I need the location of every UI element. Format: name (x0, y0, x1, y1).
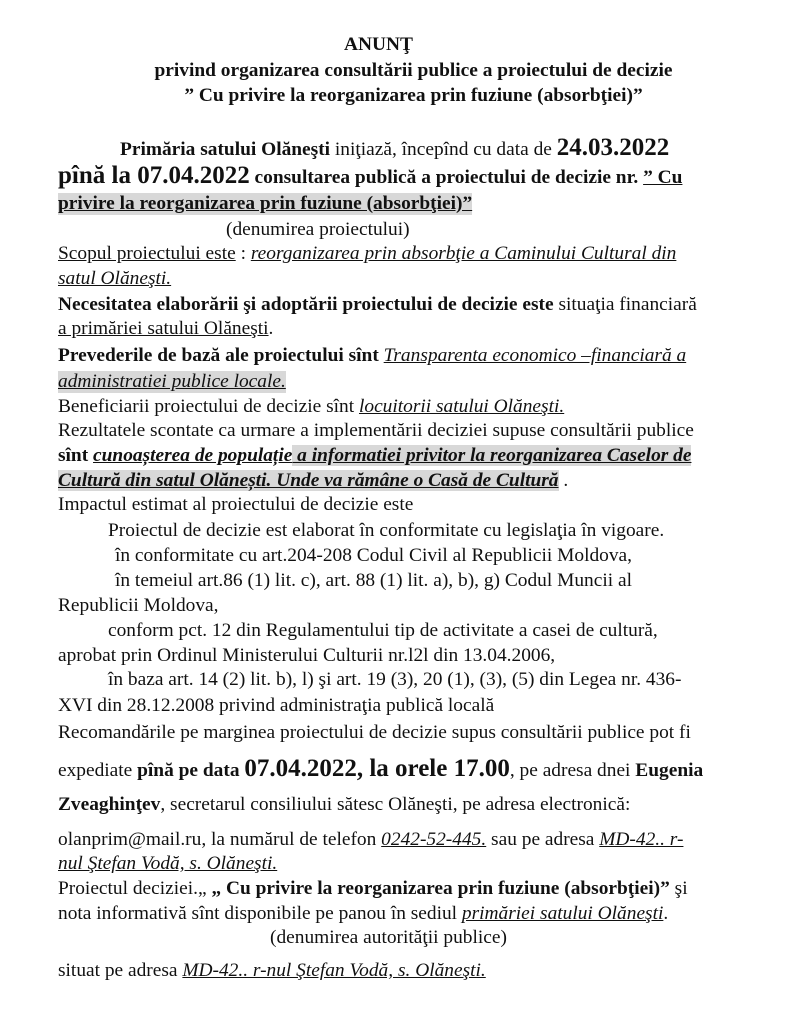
results-values-line (58, 445, 691, 467)
project-name-start: ” Cu (643, 167, 683, 188)
contact-address: MD-42.. r- (599, 829, 684, 850)
contact-first-name: Eugenia (635, 760, 704, 781)
provisions-value-continued: administratiei publice locale. (58, 371, 286, 392)
authority-caption: (denumirea autorităţii publice) (270, 927, 507, 948)
impact-line-6: aprobat prin Ordinul Ministerului Culturii nr.l2l din 13.04.2006, (58, 645, 556, 666)
impact-line-1: Proiectul de decizie est elaborat în conformitate cu legislaţia în vigoare. (108, 520, 665, 541)
contact-last-name: Zveaghinţev (58, 794, 161, 815)
necessity-value: situaţia financiară (553, 294, 697, 315)
location-line (58, 960, 486, 982)
scope-separator: : (235, 243, 251, 264)
until-label: pînă la (58, 162, 138, 189)
necessity-continued (58, 318, 273, 340)
results-value-2: a informatiei privitor la reorganizarea Caselor de (292, 445, 692, 466)
necessity-line (58, 294, 697, 316)
authority-name: primăriei satului Olăneşti (461, 903, 664, 924)
initiation-text: iniţiază, începînd cu data de (330, 139, 557, 160)
beneficiaries-line (58, 396, 564, 418)
start-date: 24.03.2022 (556, 134, 670, 161)
impact-line-4: Republicii Moldova, (58, 595, 219, 616)
results-verb: sînt (58, 445, 94, 466)
address-label: sau pe adresa (486, 829, 600, 850)
project-and: şi (669, 878, 688, 899)
impact-line-8: XVI din 28.12.2008 privind administraţia publică locală (58, 695, 495, 716)
results-value-3: Cultură din satul Olănești. Unde va rămâne o Casă de Cultură (58, 470, 559, 491)
beneficiaries-label: Beneficiarii proiectului de decizie sînt (58, 396, 359, 417)
necessity-label: Necesitatea elaborării şi adoptării proiectului de decizie este (58, 294, 554, 315)
recommend-deadline: 07.04.2022, la orele 17.00 (244, 755, 510, 782)
contact-role: , secretarul consiliului sătesc Olăneşti, pe adresa electronică: (160, 794, 631, 815)
document-title: ANUNŢ (344, 34, 413, 55)
necessity-value-continued: a primăriei satului Olăneşti (58, 318, 269, 339)
provisions-value: Transparenta economico –financiară a (383, 345, 687, 366)
results-values-continued (58, 470, 568, 492)
project-name-heading: ” Cu privire la reorganizarea prin fuziune (absorbţiei)” (184, 85, 643, 106)
initiation-line (120, 134, 670, 161)
recommend-line-1: Recomandările pe marginea proiectului de decizie supus consultării publice pot fi (58, 722, 691, 743)
consultation-text: consultarea publică a proiectului de decizie nr. (249, 167, 644, 188)
impact-line-5: conform pct. 12 din Regulamentului tip de activitate a casei de cultură, (108, 620, 658, 641)
location-label: situat pe adresa (58, 960, 183, 981)
project-label: Proiectul deciziei.„ (58, 878, 212, 899)
results-tail: . (558, 470, 569, 491)
contact-address-continued: nul Ştefan Vodă, s. Olăneşti. (58, 853, 278, 874)
phone-label: , la numărul de telefon (201, 829, 382, 850)
recommend-line-3 (58, 794, 630, 816)
recommend-address-text: , pe adresa dnei (509, 760, 636, 781)
recommend-send: expediate (58, 760, 138, 781)
recommend-until: pînă pe data (137, 760, 245, 781)
beneficiaries-value: locuitorii satului Olăneşti. (358, 396, 565, 417)
project-availability-continued (58, 903, 668, 925)
scope-value: reorganizarea prin absorbţie a Caminului Cultural din (250, 243, 677, 264)
impact-line-2: în conformitate cu art.204-208 Codul Civil al Republicii Moldova, (115, 545, 632, 566)
impact-line-7: în baza art. 14 (2) lit. b), l) şi art. 19 (3), 20 (1), (3), (5) din Legea nr. 436- (108, 669, 682, 690)
scope-line (58, 243, 676, 265)
scope-value-continued: satul Olăneşti. (58, 268, 172, 289)
project-name-continued: privire la reorganizarea prin fuziune (absorbţiei)” (58, 193, 473, 214)
results-value-1: cunoașterea de populație (93, 445, 293, 466)
availability-dot: . (663, 903, 669, 924)
recommend-line-4 (58, 829, 683, 851)
results-line: Rezultatele scontate ca urmare a implementării deciziei supuse consultării publice (58, 420, 694, 441)
end-date: 07.04.2022 (137, 162, 250, 189)
project-name-caption: (denumirea proiectului) (226, 219, 410, 240)
availability-text: nota informativă sînt disponibile pe panou în sediul (58, 903, 462, 924)
project-title: „ Cu privire la reorganizarea prin fuziune (absorbţiei)” (211, 878, 670, 899)
impact-label: Impactul estimat al proiectului de decizie este (58, 494, 414, 515)
document-subtitle: privind organizarea consultării publice a proiectului de decizie (154, 60, 673, 81)
provisions-label: Prevederile de bază ale proiectului sînt (58, 345, 379, 366)
contact-email: olanprim@mail.ru (58, 829, 202, 850)
period-line (58, 162, 683, 189)
initiator-name: Primăria satului Olăneşti (120, 139, 331, 160)
location-address: MD-42.. r-nul Ştefan Vodă, s. Olăneşti. (182, 960, 486, 981)
contact-phone: 0242-52-445. (381, 829, 487, 850)
impact-line-3: în temeiul art.86 (1) lit. c), art. 88 (1) lit. a), b), g) Codul Muncii al (115, 570, 632, 591)
provisions-line (58, 345, 686, 367)
recommend-line-2 (58, 755, 704, 782)
scope-label: Scopul proiectului este (58, 243, 236, 264)
project-availability-line (58, 878, 688, 900)
necessity-dot: . (268, 318, 274, 339)
